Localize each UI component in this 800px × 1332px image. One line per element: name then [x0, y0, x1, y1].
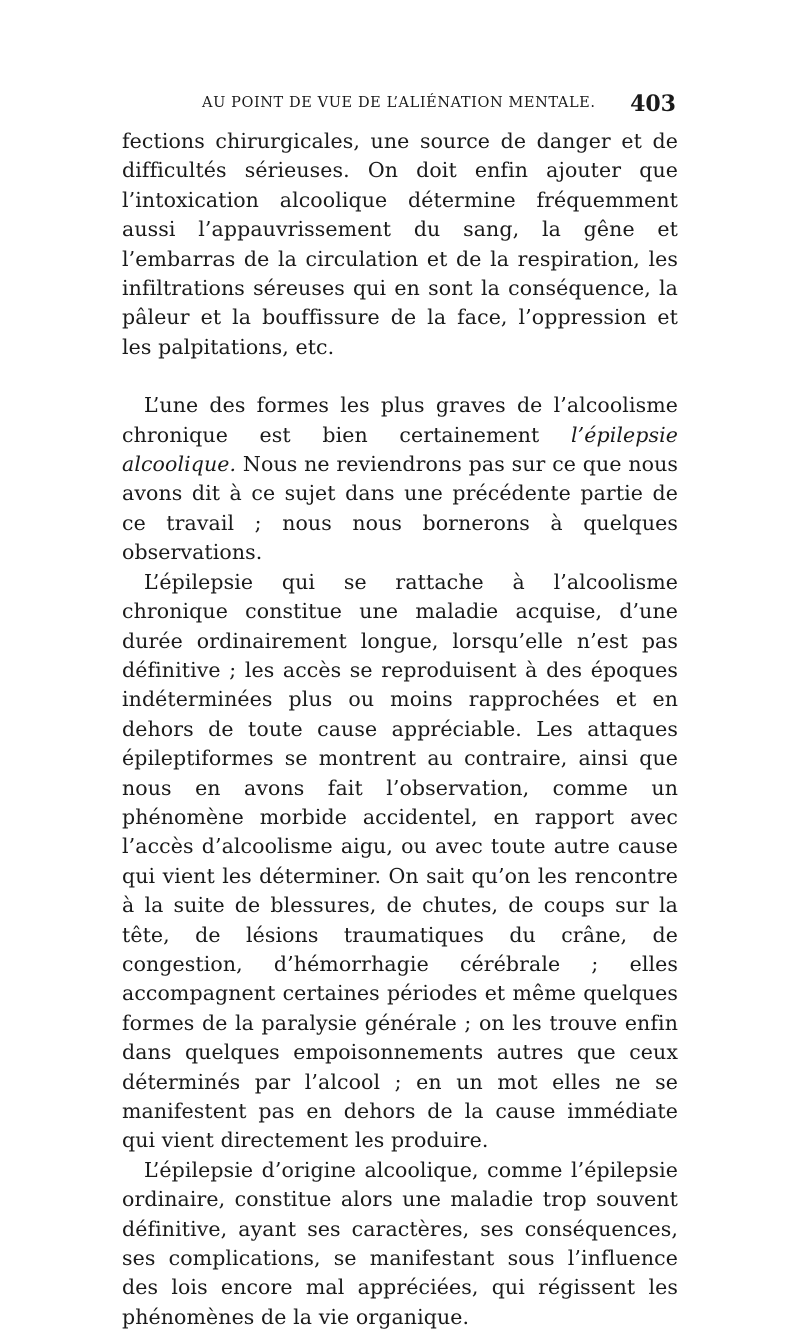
paragraph-text: L’une des formes les plus graves de l’alcoolisme chronique est bien certainement: [122, 393, 678, 447]
running-title: AU POINT DE VUE DE L’ALIÉNATION MENTALE.: [202, 95, 596, 111]
paragraph-text: Nous ne reviendrons pas sur ce que nous avons dit à ce sujet dans une précédente partie de ce travail ; nous nous bornerons à quelques observations.: [122, 452, 678, 565]
page-number: 403: [630, 91, 676, 117]
paragraph-epilepsie-acquise: L’épilepsie qui se rattache à l’alcoolisme chronique constitue une maladie acquise, d’une durée ordinairement longue, lorsqu’elle n’est pas définitive ; les accès se reproduisent à des époques indéterminées plus ou moins rapprochées et en dehors de toute cause appréciable. Les attaques épileptiformes se montrent au contraire, ainsi que nous en avons fait l’observation, comme un phénomène morbide accidentel, en rapport avec l’accès d’alcoolisme aigu, ou avec toute autre cause qui vient les déterminer. On sait qu’on les rencontre à la suite de blessures, de chutes, de coups sur la tête, de lésions traumatiques du crâne, de congestion, d’hémorrhagie cérébrale ; elles accompagnent certaines périodes et même quelques formes de la paralysie générale ; on les trouve enfin dans quelques empoisonnements autres que ceux déterminés par l’alcool ; en un mot elles ne se manifestent pas en dehors de la cause immédiate qui vient directement les produire.: [122, 569, 678, 1153]
italic-term: l’épilepsie alcoolique.: [122, 422, 678, 477]
paragraph-epilepsie-alcoolique: [122, 391, 678, 567]
body-text: [122, 127, 678, 1332]
running-head: [122, 93, 678, 117]
paragraph-continuation: fections chirurgicales, une source de danger et de difficultés sérieuses. On doit enfin ajouter que l’intoxication alcoolique détermine fréquemment aussi l’appauvrissement du sang, la gêne et l’embarras de la circulation et de la respiration, les infiltrations séreuses qui en sont la conséquence, la pâleur et la bouffissure de la face, l’oppression et les palpitations, etc.: [122, 129, 678, 359]
paragraph-epilepsie-origine: L’épilepsie d’origine alcoolique, comme l’épilepsie ordinaire, constitue alors une maladie trop souvent définitive, ayant ses caractères, ses conséquences, ses complications, se manifestant sous l’influence des lois encore mal appréciées, qui régissent les phénomènes de la vie organique.: [122, 1157, 678, 1329]
